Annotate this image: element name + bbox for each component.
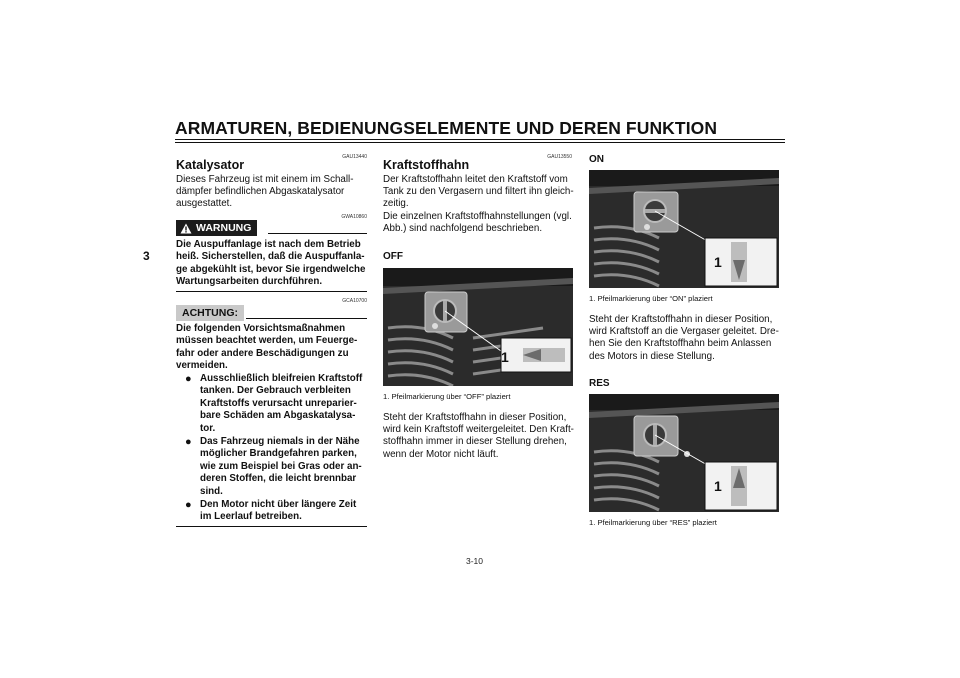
- katalysator-intro: Dieses Fahrzeug ist mit einem im Schall-dämpfer befindlichen Abgaskatalysator ausgestattet.: [176, 174, 354, 210]
- chapter-tab: 3: [143, 249, 150, 263]
- fuel-tap-illustration: [589, 170, 779, 288]
- fuel-tap-photo-res: [589, 394, 779, 512]
- caption-off: 1. Pfeilmarkierung über “OFF” plaziert: [383, 392, 511, 401]
- caution-text: Die folgenden Vorsichtsmaßnahmen müssen beachtet werden, um Feuerge-fahr oder andere Beschädigungen zu vermeiden.: [176, 323, 358, 372]
- caution-rule-top: [246, 318, 367, 319]
- fuel-tap-photo-off: [383, 268, 573, 386]
- position-label-res: RES: [589, 378, 610, 389]
- warning-label: WARNUNG: [196, 222, 252, 234]
- fuel-tap-photo-on: [589, 170, 779, 288]
- section-title-katalysator: Katalysator: [176, 158, 245, 172]
- page-number: 3-10: [466, 556, 484, 566]
- caution-bullet-list: [183, 373, 369, 525]
- warning-triangle-icon: [180, 223, 192, 234]
- position-label-on: ON: [589, 154, 604, 165]
- list-item: ● Den Motor nicht über längere Zeit im Leerlauf betreiben.: [185, 499, 357, 523]
- position-label-off: OFF: [383, 251, 403, 262]
- header-rule: [175, 139, 785, 140]
- caution-code: GCA10700: [342, 298, 367, 304]
- section-title-kraftstoffhahn: Kraftstoffhahn: [383, 158, 470, 172]
- list-item: ● Das Fahrzeug niemals in der Nähe möglicher Brandgefahren parken, wie zum Beispiel bei Gras oder an-deren Stoffen, die leicht brennbar sind.: [185, 436, 362, 497]
- chapter-header: ARMATUREN, BEDIENUNGSELEMENTE UND DEREN FUNKTION: [175, 118, 718, 138]
- caption-on: 1. Pfeilmarkierung über “ON” plaziert: [589, 294, 713, 303]
- caution-badge: [176, 305, 244, 321]
- on-description: Steht der Kraftstoffhahn in dieser Position, wird Kraftstoff an die Vergaser geleitet. Dre-hen Sie den Kraftstoffhahn beim Anlassen des Motors in diese Stellung.: [589, 314, 779, 362]
- callout-number-on: 1: [714, 254, 722, 270]
- kraftstoffhahn-intro: Der Kraftstoffhahn leitet den Kraftstoff vom Tank zu den Vergasern und filtert ihn gleich-zeitig. Die einzelnen Kraftstoffhahnstellungen (vgl. Abb.) sind nachfolgend beschrieben.: [383, 174, 574, 234]
- warning-code: GWA10860: [341, 214, 367, 220]
- section-code-kraftstoffhahn: GAU13550: [547, 154, 572, 160]
- warning-text: Die Auspuffanlage ist nach dem Betrieb heiß. Sicherstellen, daß die Auspuffanla-ge abgekühlt ist, bevor Sie irgendwelche Wartungsarbeiten durchführen.: [176, 239, 366, 288]
- caution-rule-bottom: [176, 526, 367, 527]
- list-item: ● Ausschließlich bleifreien Kraftstoff tanken. Der Gebrauch verbleiten Kraftstoffs verursacht unreparier-bare Schäden am Abgaskatalysa-tor.: [185, 373, 363, 434]
- caption-res: 1. Pfeilmarkierung über “RES” plaziert: [589, 518, 717, 527]
- warning-rule-bottom: [176, 291, 367, 292]
- bullet-dot-icon: ●: [185, 373, 192, 385]
- callout-number-off: 1: [501, 349, 509, 365]
- off-description: Steht der Kraftstoffhahn in dieser Position, wird kein Kraftstoff weitergeleitet. Den Kraft-stoffhahn immer in dieser Stellung drehen, wenn der Motor nicht läuft.: [383, 412, 574, 460]
- bullet-dot-icon: ●: [185, 436, 192, 449]
- warning-badge: [176, 220, 257, 236]
- callout-number-res: 1: [714, 478, 722, 494]
- fuel-tap-illustration: [383, 268, 573, 386]
- fuel-tap-illustration: [589, 394, 779, 512]
- warning-rule-top: [268, 233, 367, 234]
- caution-label: ACHTUNG:: [182, 307, 238, 319]
- bullet-dot-icon: ●: [185, 499, 192, 512]
- header-rule-thin: [175, 142, 785, 143]
- section-code-katalysator: GAU13440: [342, 154, 367, 160]
